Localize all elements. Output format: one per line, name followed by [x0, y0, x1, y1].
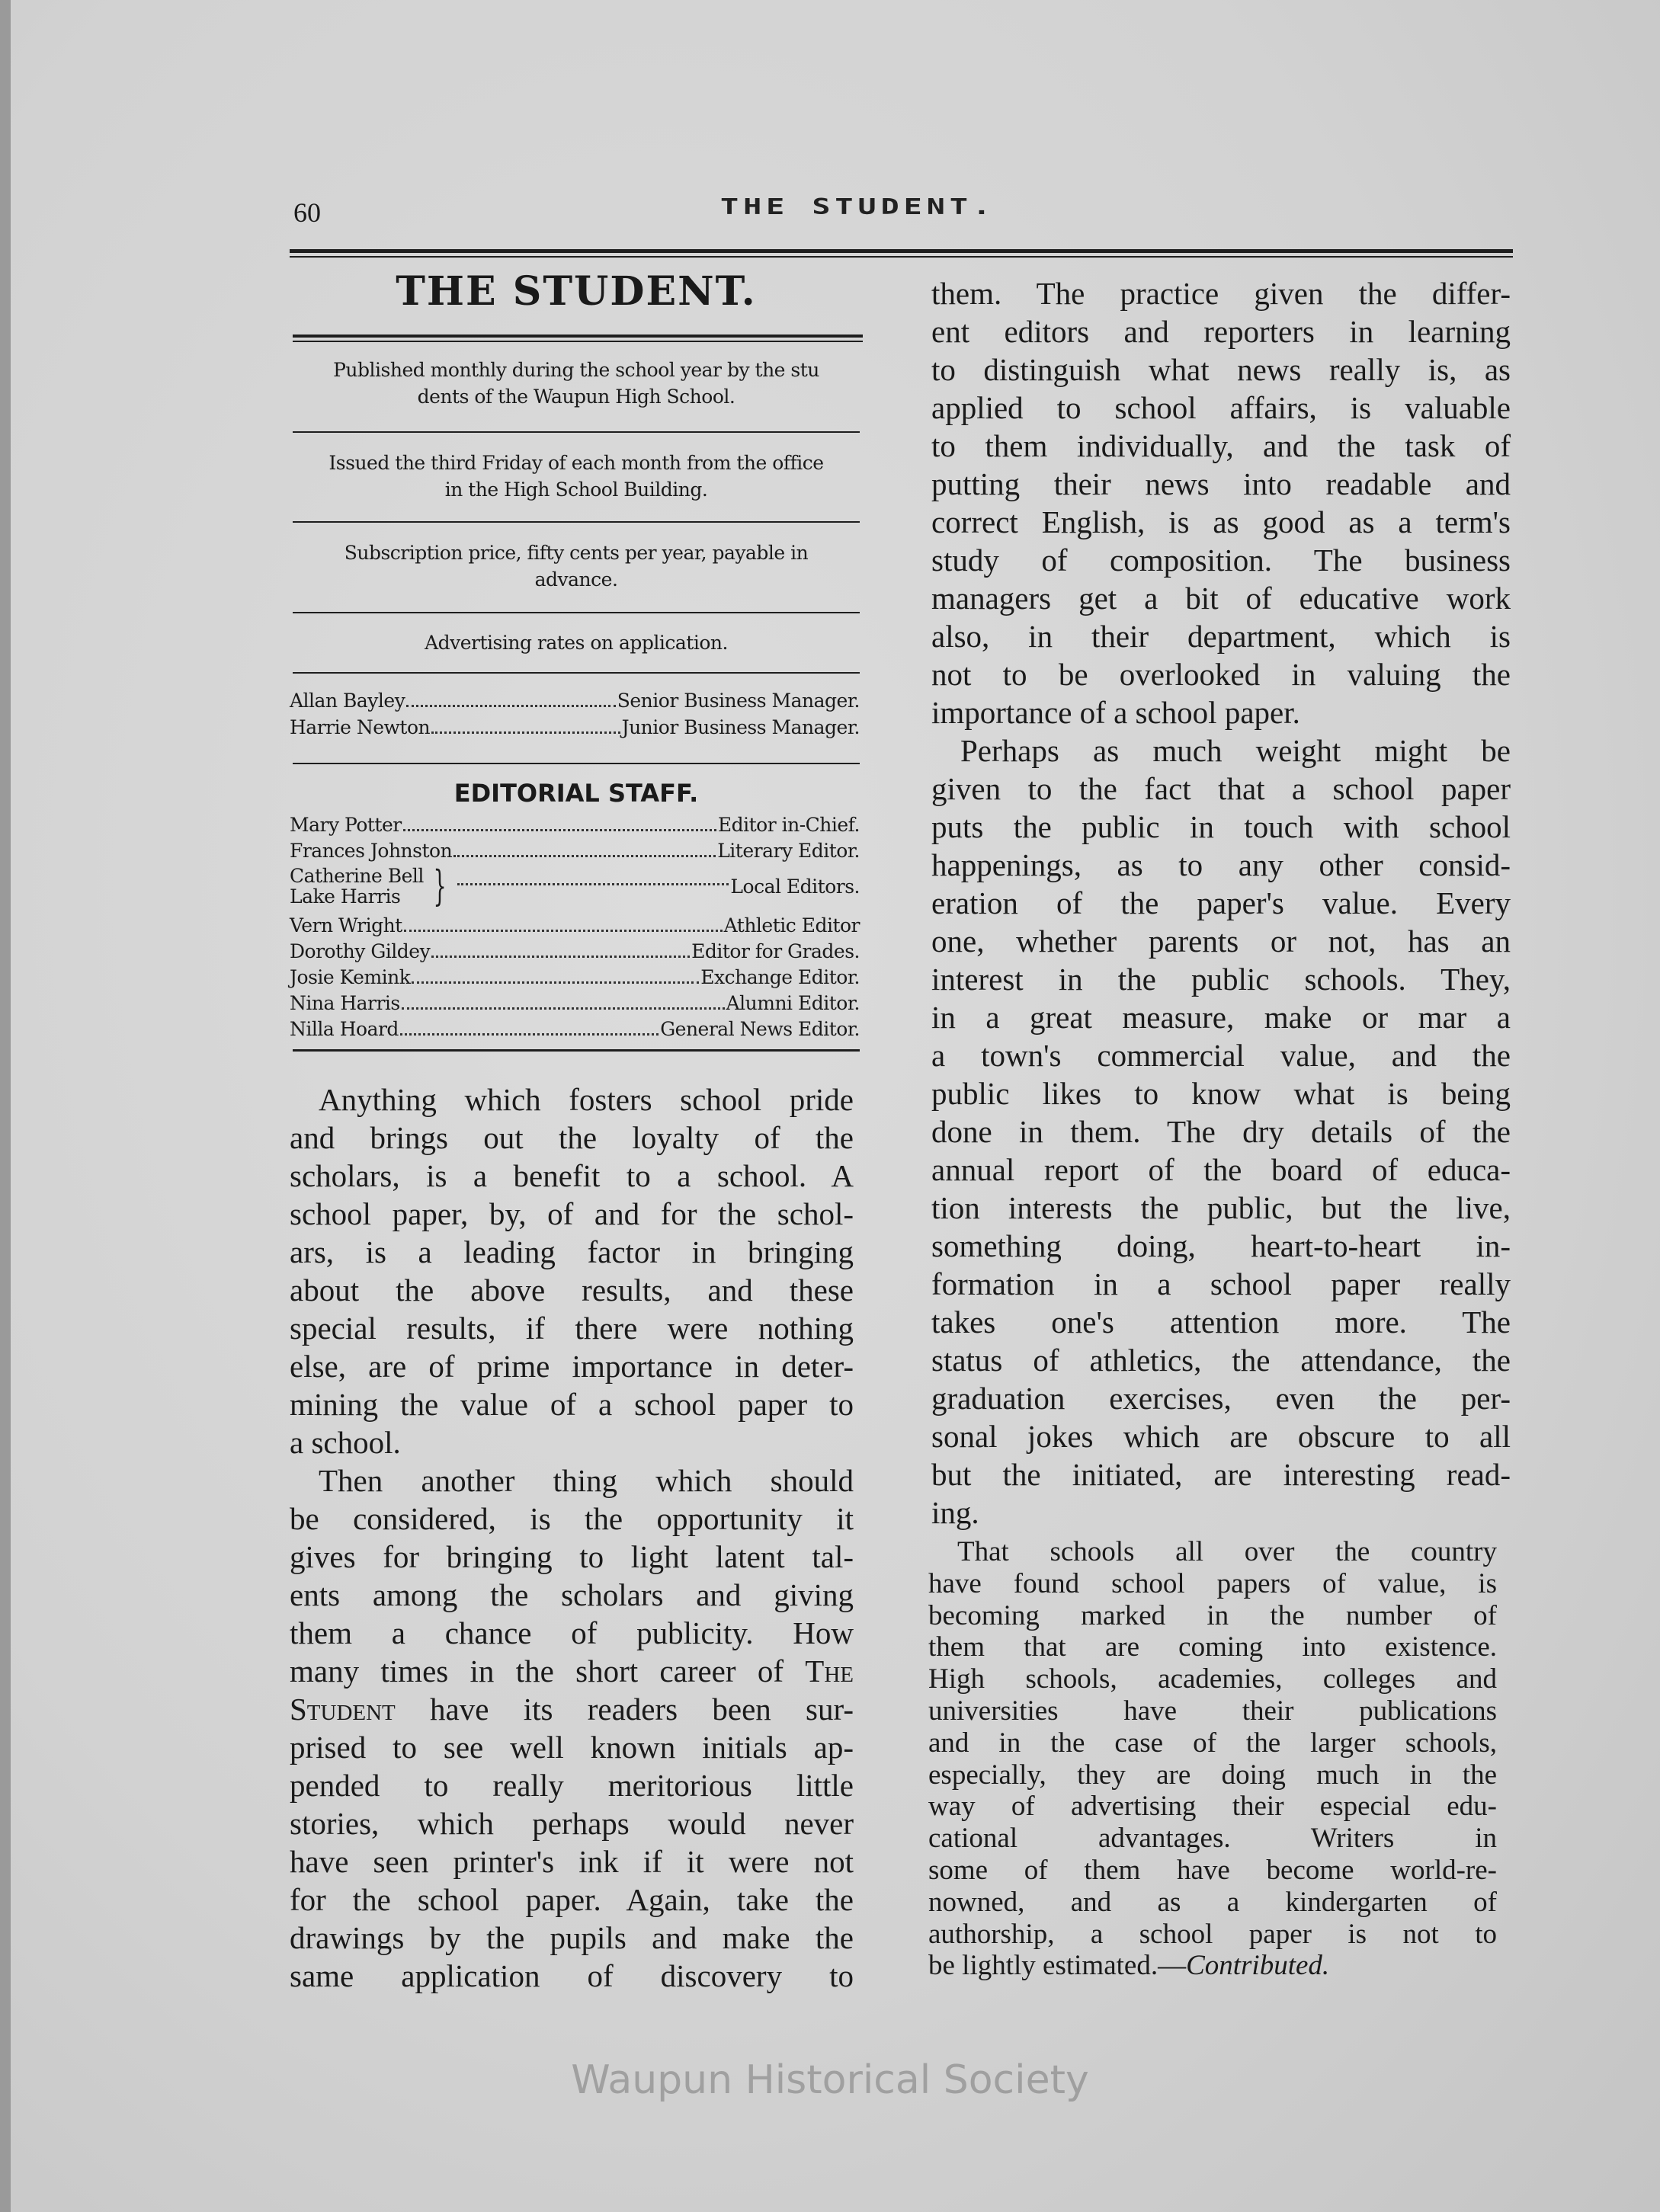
text-line: happenings, as to any other consid- — [931, 847, 1511, 882]
text-line: gives for bringing to light latent tal- — [290, 1539, 854, 1574]
staff-role: Athletic Editor — [723, 914, 860, 936]
dot-leader — [457, 883, 729, 885]
divider — [293, 612, 860, 613]
text-line: interest in the public schools. They, — [931, 962, 1511, 997]
text-line: ents among the scholars and giving — [290, 1577, 854, 1612]
text-line: annual report of the board of educa- — [931, 1152, 1511, 1187]
published-line: Published monthly during the school year by the stu — [333, 359, 819, 381]
text-line: be considered, is the opportunity it — [290, 1501, 854, 1536]
published-line: dents of the Waupun High School. — [417, 386, 735, 408]
text-line: stories, which perhaps would never — [290, 1806, 854, 1841]
text-line: a town's commercial value, and the — [931, 1038, 1511, 1073]
article-paragraph — [931, 731, 1511, 1532]
text-line — [928, 1823, 1497, 1855]
staff-name: Nilla Hoard — [290, 1018, 399, 1040]
text-line: them a chance of publicity. How — [290, 1615, 854, 1650]
text-line: Then another thing which should — [319, 1463, 854, 1498]
text-line: given to the fact that a school paper — [931, 771, 1511, 806]
text-line: and brings out the loyalty of the — [290, 1120, 854, 1155]
text-line: not to be overlooked in valuing the — [931, 657, 1511, 692]
text-line: ing. — [931, 1495, 979, 1530]
text-line: sonal jokes which are obscure to all — [931, 1419, 1511, 1454]
text-line — [928, 1791, 1497, 1823]
manager-row — [290, 716, 860, 738]
text-line: else, are of prime importance in deter- — [290, 1349, 854, 1384]
text-line: them. The practice given the differ- — [931, 276, 1511, 311]
advertising-notice: Advertising rates on application. — [425, 632, 728, 654]
divider — [293, 431, 860, 433]
dot-leader — [402, 1007, 725, 1010]
text-line: many times in the short career of The — [290, 1653, 854, 1689]
text-line: formation in a school paper really — [931, 1266, 1511, 1301]
manager-name: Allan Bayley — [290, 690, 405, 712]
dot-leader — [404, 930, 723, 932]
staff-row — [290, 966, 860, 988]
issued-line: Issued the third Friday of each month from the office — [328, 452, 824, 474]
staff-role: Literary Editor. — [717, 840, 860, 862]
text-line: done in them. The dry details of the — [931, 1114, 1511, 1149]
page-number: 60 — [293, 197, 321, 228]
subscription-line: advance. — [534, 568, 618, 591]
text-line: eration of the paper's value. Every — [931, 885, 1511, 920]
text-line — [928, 1663, 1497, 1695]
text-line: ars, is a leading factor in bringing — [290, 1234, 854, 1269]
text-line — [928, 1536, 1497, 1568]
text-line: ent editors and reporters in learning — [931, 314, 1511, 349]
text-line: applied to school affairs, is valuable — [931, 390, 1511, 425]
text-line: a school. — [290, 1425, 401, 1460]
article-left-column — [290, 1080, 854, 1995]
text-line: something doing, heart-to-heart in- — [931, 1228, 1511, 1263]
text-line-content: authorship, a school paper is not to — [928, 1918, 1497, 1950]
article-closing-paragraph — [928, 1536, 1497, 1982]
header-rule-thin — [290, 256, 1513, 258]
text-line: have seen printer's ink if it were not — [290, 1844, 854, 1879]
text-line: takes one's attention more. The — [931, 1304, 1511, 1340]
text-line-content: nowned, and as a kindergarten of — [928, 1886, 1497, 1918]
text-line: study of composition. The business — [931, 543, 1511, 578]
staff-name: Nina Harris — [290, 992, 400, 1014]
text-line: but the initiated, are interesting read- — [931, 1457, 1511, 1492]
text-line-content: way of advertising their especial edu- — [928, 1791, 1497, 1823]
text-line — [928, 1568, 1497, 1600]
text-line — [928, 1759, 1497, 1791]
text-line-content: especially, they are doing much in the — [928, 1759, 1497, 1791]
text-line: graduation exercises, even the per- — [931, 1381, 1511, 1416]
published-notice — [293, 357, 860, 410]
masthead-rule — [293, 335, 863, 338]
text-line: for the school paper. Again, take the — [290, 1882, 854, 1917]
divider — [293, 763, 860, 764]
staff-role: Alumni Editor. — [726, 992, 860, 1014]
staff-name: Frances Johnston — [290, 840, 453, 862]
staff-row — [290, 814, 860, 836]
text-line-content: them that are coming into existence. — [928, 1631, 1497, 1663]
manager-role: Junior Business Manager. — [621, 716, 860, 738]
text-line — [928, 1727, 1497, 1759]
manager-name: Harrie Newton — [290, 716, 431, 738]
article-paragraph — [931, 274, 1511, 731]
text-line-content: That schools all over the country — [957, 1536, 1497, 1567]
text-line: to distinguish what news really is, as — [931, 352, 1511, 387]
scan-edge — [0, 0, 11, 2212]
article-paragraph — [290, 1461, 854, 1995]
staff-name: Dorothy Gildey — [290, 940, 431, 962]
staff-role: Editor in-Chief. — [717, 814, 860, 836]
editorial-staff-heading: EDITORIAL STAFF. — [453, 779, 699, 808]
text-line: managers get a bit of educative work — [931, 581, 1511, 616]
text-line: scholars, is a benefit to a school. A — [290, 1158, 854, 1193]
issued-line: in the High School Building. — [444, 479, 708, 501]
text-line: drawings by the pupils and make the — [290, 1920, 854, 1955]
text-line — [928, 1919, 1497, 1951]
dot-leader — [400, 1033, 659, 1036]
text-line — [928, 1600, 1497, 1632]
staff-row — [290, 940, 860, 962]
staff-role: Local Editors. — [730, 875, 860, 898]
divider — [293, 521, 860, 523]
article-paragraph — [290, 1080, 854, 1461]
text-line-content: some of them have become world-re- — [928, 1854, 1497, 1886]
text-line: importance of a school paper. — [931, 695, 1300, 730]
text-line: one, whether parents or not, has an — [931, 924, 1511, 959]
text-line — [928, 1887, 1497, 1919]
divider — [293, 672, 860, 674]
text-line: putting their news into readable and — [931, 466, 1511, 501]
masthead-rule-thin — [293, 341, 863, 342]
publication-name: Student — [290, 1692, 396, 1727]
staff-name: Josie Kemink — [290, 966, 411, 988]
text-line: also, in their department, which is — [931, 619, 1511, 654]
staff-role: General News Editor. — [660, 1018, 860, 1040]
text-line: puts the public in touch with school — [931, 809, 1511, 844]
text-line: in a great measure, make or mar a — [931, 1000, 1511, 1035]
text-line — [928, 1950, 1497, 1982]
staff-row — [290, 840, 860, 862]
text-line: status of athletics, the attendance, the — [931, 1343, 1511, 1378]
running-title: THE STUDENT. — [720, 195, 995, 220]
text-line — [928, 1855, 1497, 1887]
text-line: correct English, is as good as a term's — [931, 504, 1511, 539]
text-line: Perhaps as much weight might be — [960, 733, 1511, 768]
divider — [293, 1049, 860, 1052]
dot-leader — [403, 829, 716, 831]
staff-row — [290, 914, 860, 936]
text-line: Student have its readers been sur- — [290, 1692, 854, 1727]
dot-leader — [453, 855, 716, 857]
text-line-content: have found school papers of value, is — [928, 1567, 1497, 1599]
text-line-content: cational advantages. Writers in — [928, 1823, 1497, 1855]
dot-leader — [406, 705, 615, 707]
dot-leader — [431, 731, 620, 734]
subscription-notice — [293, 539, 860, 593]
staff-name: Mary Potter — [290, 814, 402, 836]
text-line-content: and in the case of the larger schools, — [928, 1727, 1497, 1759]
dot-leader — [431, 956, 690, 958]
manager-row — [290, 690, 860, 712]
watermark: Waupun Historical Society — [571, 2057, 1089, 2103]
subscription-line: Subscription price, fifty cents per year, payable in — [344, 542, 809, 564]
text-line: about the above results, and these — [290, 1272, 854, 1308]
masthead-title: THE STUDENT. — [396, 268, 757, 315]
text-line: school paper, by, of and for the schol- — [290, 1196, 854, 1231]
text-line: same application of discovery to — [290, 1958, 854, 1993]
text-line: public likes to know what is being — [931, 1076, 1511, 1111]
article-right-column — [931, 274, 1511, 1532]
text-line-content: be lightly estimated.— — [928, 1950, 1187, 1982]
staff-names — [290, 866, 424, 907]
staff-row — [290, 992, 860, 1014]
header-rule — [290, 249, 1513, 253]
signature: Contributed. — [1186, 1950, 1330, 1982]
text-line: mining the value of a school paper to — [290, 1387, 854, 1422]
text-line-content: High schools, academies, colleges and — [928, 1663, 1497, 1695]
dot-leader — [412, 981, 699, 984]
text-line — [928, 1695, 1497, 1727]
staff-role: Exchange Editor. — [700, 966, 860, 988]
text-line: to them individually, and the task of — [931, 428, 1511, 463]
text-line — [928, 1631, 1497, 1663]
text-line: pended to really meritorious little — [290, 1768, 854, 1803]
staff-name: Lake Harris — [290, 885, 401, 908]
text-line: Anything which fosters school pride — [319, 1082, 854, 1117]
publication-name: The — [805, 1653, 854, 1689]
staff-role: Editor for Grades. — [691, 940, 860, 962]
text-line: special results, if there were nothing — [290, 1311, 854, 1346]
manager-role: Senior Business Manager. — [617, 690, 860, 712]
issued-notice — [293, 450, 860, 503]
text-line: tion interests the public, but the live, — [931, 1190, 1511, 1225]
text-line: prised to see well known initials ap- — [290, 1730, 854, 1765]
staff-row — [290, 862, 860, 910]
brace-icon: } — [433, 862, 447, 910]
staff-row — [290, 1018, 860, 1040]
staff-name: Vern Wright — [290, 914, 402, 936]
text-line-content: universities have their publications — [928, 1695, 1497, 1727]
text-line-content: becoming marked in the number of — [928, 1599, 1497, 1631]
staff-name: Catherine Bell — [290, 865, 424, 887]
